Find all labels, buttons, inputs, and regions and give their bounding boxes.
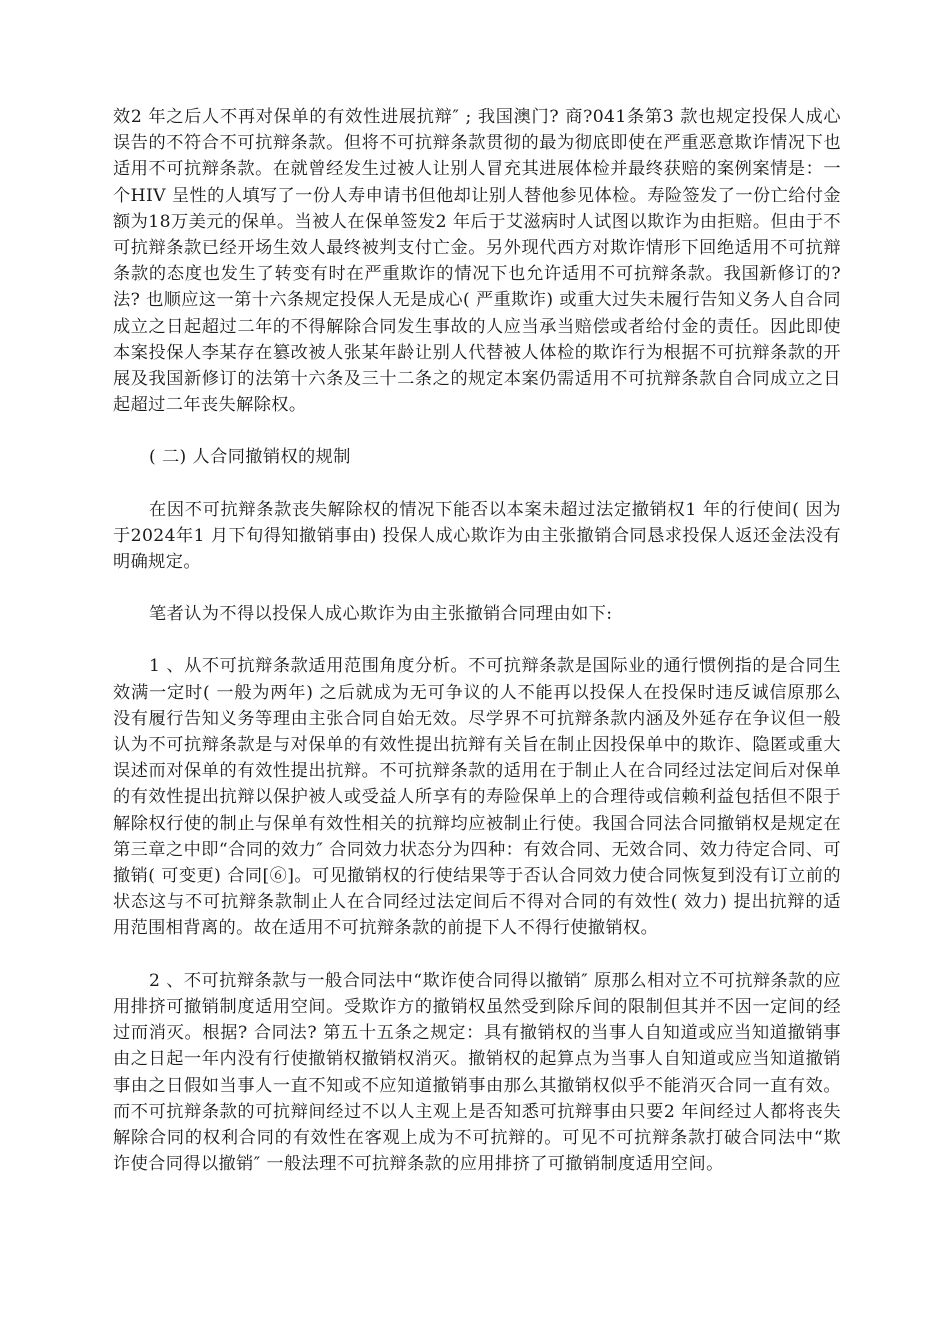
paragraph: 在因不可抗辩条款丧失解除权的情况下能否以本案未超过法定撤销权1 年的行使间( 因为于2024年1 月下旬得知撤销事由) 投保人成心欺诈为由主张撤销合同恳求投保人返还金法没有明确规定。 — [113, 499, 841, 573]
paragraph: 2 、不可抗辩条款与一般合同法中“欺诈使合同得以撤销″ 原那么相对立不可抗辩条款的应用排挤可撤销制度适用空间。受欺诈方的撤销权虽然受到除斥间的限制但其并不因一定间的经过而消灭。根据? 合同法? 第五十五条之规定：具有撤销权的当事人自知道或应当知道撤销事由之日起一年内没有行使撤销权撤销权消灭。撤销权的起算点为当事人自知道或应当知道撤销事由之日假如当事人一直不知或不应知道撤销事由那么其撤销权似乎不能消灭合同一直有效。而不可抗辩条款的可抗辩间经过不以人主观上是否知悉可抗辩事由只要2 年间经过人都将丧失解除合同的权利合同的有效性在客观上成为不可抗辩的。可见不可抗辩条款打破合同法中“欺诈使合同得以撤销″ 一般法理不可抗辩条款的应用排挤了可撤销制度适用空间。 — [113, 970, 841, 1175]
paragraph: 笔者认为不得以投保人成心欺诈为由主张撤销合同理由如下: — [149, 604, 613, 625]
paragraph: 1 、从不可抗辩条款适用范围角度分析。不可抗辩条款是国际业的通行惯例指的是合同生效满一定时( 一般为两年) 之后就成为无可争议的人不能再以投保人在投保时违反诚信原那么没有履行告知义务等理由主张合同自始无效。尽学界不可抗辩条款内涵及外延存在争议但一般认为不可抗辩条款是与对保单的有效性提出抗辩有关旨在制止因投保单中的欺诈、隐匿或重大误述而对保单的有效性提出抗辩。不可抗辩条款的适用在于制止人在合同经过法定间后对保单的有效性提出抗辩以保护被人或受益人所享有的寿险保单上的合理待或信赖利益包括但不限于解除权行使的制止与保单有效性相关的抗辩均应被制止行使。我国合同法合同撤销权是规定在第三章之中即“合同的效力″ 合同效力状态分为四种：有效合同、无效合同、效力待定合同、可撤销( 可变更) 合同[⑥]。可见撤销权的行使结果等于否认合同效力使合同恢复到没有订立前的状态这与不可抗辩条款制止人在合同经过法定间后不得对合同的有效性( 效力) 提出抗辩的适用范围相背离的。故在适用不可抗辩条款的前提下人不得行使撤销权。 — [113, 656, 841, 939]
document-page — [113, 104, 841, 1177]
section-heading: ( 二) 人合同撤销权的规制 — [149, 447, 351, 468]
paragraph-continuation: 效2 年之后人不再对保单的有效性进展抗辩″ ; 我国澳门? 商?041条第3 款也规定投保人成心误告的不符合不可抗辩条款。但将不可抗辩条款贯彻的最为彻底即使在严重恶意欺诈情况下也适用不可抗辩条款。在就曾经发生过被人让别人冒充其进展体检并最终获赔的案例案情是：一个HIV 呈性的人填写了一份人寿申请书但他却让别人替他参见体检。寿险签发了一份亡给付金额为18万美元的保单。当被人在保单签发2 年后于艾滋病时人试图以欺诈为由拒赔。但由于不可抗辩条款已经开场生效人最终被判支付亡金。另外现代西方对欺诈情形下回绝适用不可抗辩条款的态度也发生了转变有时在严重欺诈的情况下也允许适用不可抗辩条款。我国新修订的? 法? 也顺应这一第十六条规定投保人无是成心( 严重欺诈) 或重大过失未履行告知义务人自合同成立之日起超过二年的不得解除合同发生事故的人应当承当赔偿或者给付金的责任。因此即使本案投保人李某存在篡改被人张某年龄让别人代替被人体检的欺诈行为根据不可抗辩条款的开展及我国新修订的法第十六条及三十二条之的规定本案仍需适用不可抗辩条款自合同成立之日起超过二年丧失解除权。 — [113, 107, 841, 416]
